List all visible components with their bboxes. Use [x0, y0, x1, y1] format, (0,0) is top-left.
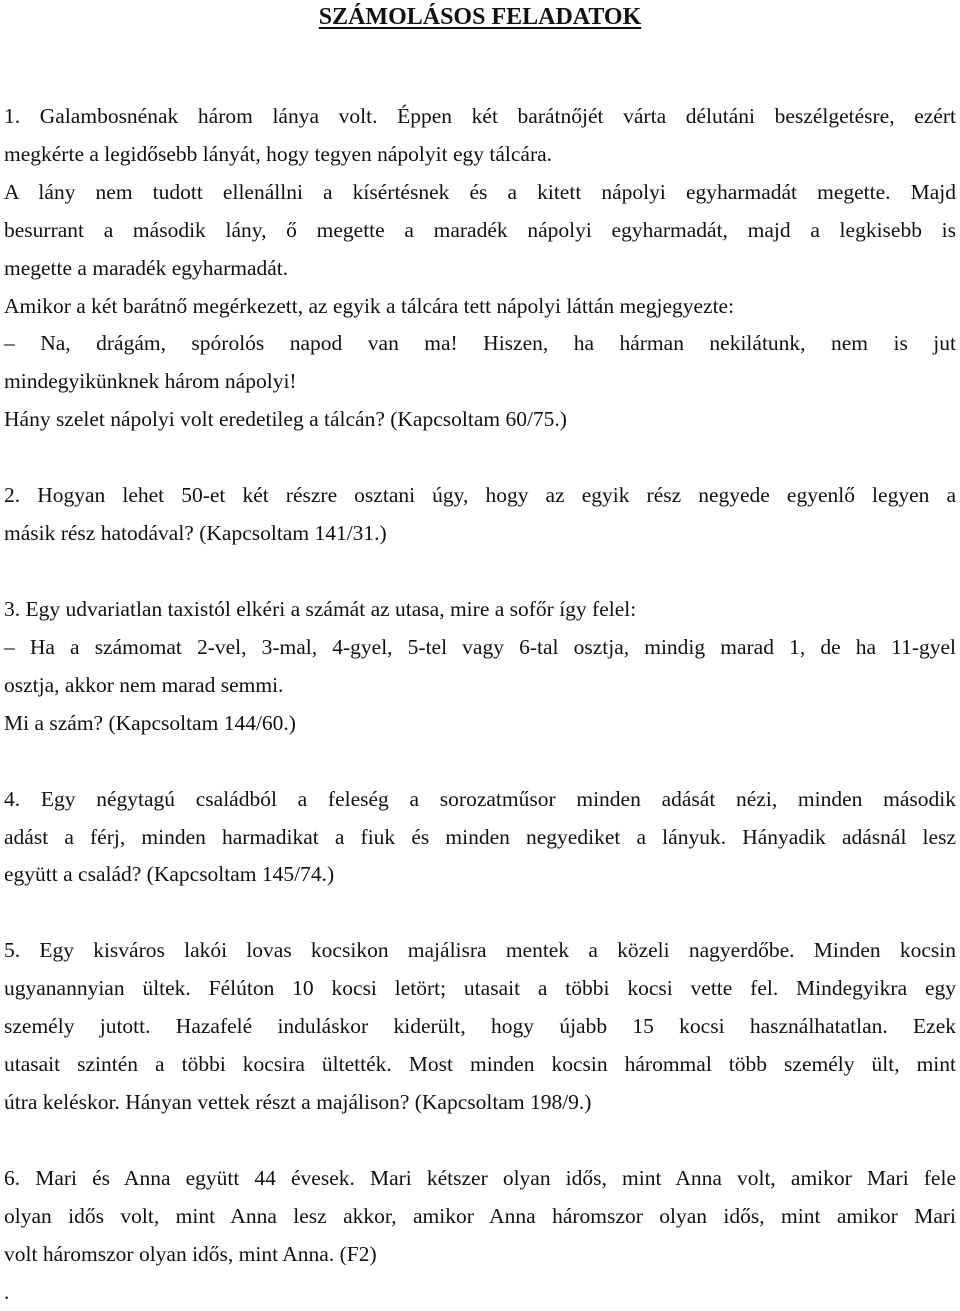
trailing-mark: . — [4, 1279, 10, 1304]
problem-line: besurrant a második lány, ő megette a maradék nápolyi egyharmadát, majd a legkisebb is — [4, 217, 956, 242]
problem-line: 5. Egy kisváros lakói lovas kocsikon majálisra mentek a közeli nagyerdőbe. Minden kocsin — [4, 938, 956, 963]
problem-line: másik rész hatodával? (Kapcsoltam 141/31.) — [4, 521, 387, 546]
problem-line: – Na, drágám, spórolós napod van ma! Hiszen, ha hárman nekilátunk, nem is jut — [4, 331, 956, 356]
problem-5 — [4, 932, 956, 1122]
problem-line: – Ha a számomat 2-vel, 3-mal, 4-gyel, 5-tel vagy 6-tal osztja, mindig marad 1, de ha 11-gyel — [4, 634, 956, 659]
problem-line: 1. Galambosnénak három lánya volt. Éppen két barátnőjét várta délutáni beszélgetésre, ezért — [4, 104, 956, 128]
problem-line: 3. Egy udvariatlan taxistól elkéri a számát az utasa, mire a sofőr így felel: — [4, 596, 637, 621]
problem-line: osztja, akkor nem marad semmi. — [4, 672, 284, 697]
problem-line: 2. Hogyan lehet 50-et két részre osztani úgy, hogy az egyik rész negyede egyenlő legyen a — [4, 483, 956, 508]
spacer — [4, 553, 956, 591]
spacer — [4, 439, 956, 477]
problem-4 — [4, 781, 956, 895]
problem-line: utasait szintén a többi kocsira ültették. Most minden kocsin hárommal több személy ült, mint — [4, 1052, 956, 1077]
page-title: SZÁMOLÁSOS FELADATOK — [318, 4, 642, 30]
document-page — [4, 0, 956, 1311]
problem-line: mindegyikünknek három nápolyi! — [4, 369, 297, 394]
problem-line: Mi a szám? (Kapcsoltam 144/60.) — [4, 710, 296, 735]
problem-line: Amikor a két barátnő megérkezett, az egyik a tálcára tett nápolyi láttán megjegyezte: — [4, 293, 735, 318]
problem-line: megette a maradék egyharmadát. — [4, 255, 289, 280]
problem-line: ugyanannyian ültek. Félúton 10 kocsi letört; utasait a többi kocsi vette fel. Mindegyikra egy — [4, 976, 956, 1001]
problem-line: útra keléskor. Hányan vettek részt a majálison? (Kapcsoltam 198/9.) — [4, 1089, 592, 1114]
spacer — [4, 32, 956, 98]
problem-line: adást a férj, minden harmadikat a fiuk és minden negyediket a lányuk. Hányadik adásnál lesz — [4, 824, 956, 849]
problem-line: személy jutott. Hazafelé induláskor kiderült, hogy újabb 15 kocsi használhatatlan. Ezek — [4, 1014, 956, 1039]
spacer — [4, 1122, 956, 1160]
problem-line: A lány nem tudott ellenállni a kísértésnek és a kitett nápolyi egyharmadát megette. Majd — [4, 179, 956, 204]
problem-line: megkérte a legidősebb lányát, hogy tegyen nápolyit egy tálcára. — [4, 141, 553, 166]
problem-6 — [4, 1160, 956, 1274]
problem-3 — [4, 591, 956, 743]
problem-1 — [4, 98, 956, 439]
problem-line: Hány szelet nápolyi volt eredetileg a tálcán? (Kapcsoltam 60/75.) — [4, 407, 567, 432]
spacer — [4, 743, 956, 781]
problem-line: 6. Mari és Anna együtt 44 évesek. Mari kétszer olyan idős, mint Anna volt, amikor Mari fele — [4, 1165, 956, 1190]
problem-line: 4. Egy négytagú családból a feleség a sorozatműsor minden adását nézi, minden második — [4, 786, 956, 811]
problem-line: volt háromszor olyan idős, mint Anna. (F2) — [4, 1241, 377, 1266]
problem-2 — [4, 477, 956, 553]
problem-line: olyan idős volt, mint Anna lesz akkor, amikor Anna háromszor olyan idős, mint amikor Mari — [4, 1203, 956, 1228]
spacer — [4, 894, 956, 932]
problem-line: együtt a család? (Kapcsoltam 145/74.) — [4, 862, 335, 887]
